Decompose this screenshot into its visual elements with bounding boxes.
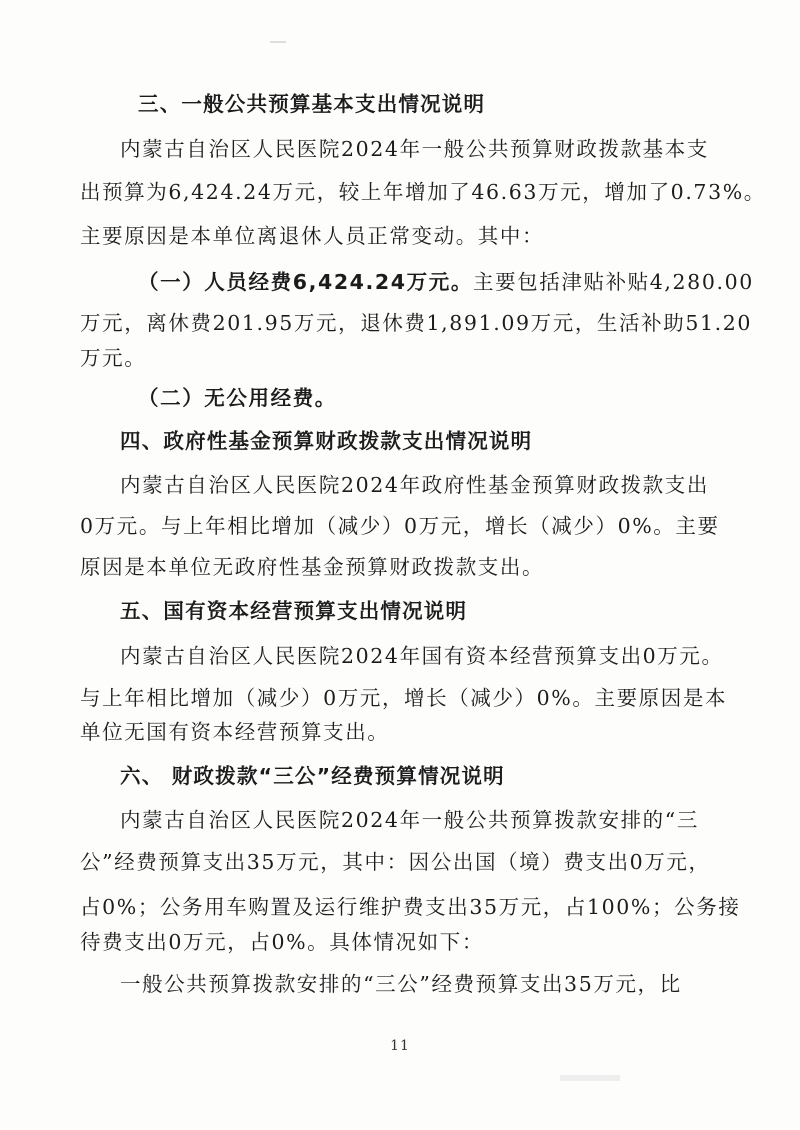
section-5-line-1: 内蒙古自治区人民医院2024年国有资本经营预算支出0万元。 [120,644,724,668]
section-3-heading: 三、一般公共预算基本支出情况说明 [138,92,486,116]
section-5-line-3: 单位无国有资本经营预算支出。 [80,720,390,744]
section-6-line-4: 待费支出0万元，占0%。具体情况如下： [80,930,484,954]
section-5-line-2: 与上年相比增加（减少）0万元，增长（减少）0%。主要原因是本 [80,686,728,710]
section-3-line-1: 内蒙古自治区人民医院2024年一般公共预算财政拨款基本支 [120,137,709,161]
scan-speck [270,41,286,43]
section-3-line-2: 出预算为6,424.24万元，较上年增加了46.63万元，增加了0.73%。 [80,180,766,204]
public-expense-item: （二）无公用经费。 [138,386,337,410]
section-6-line-3: 占0%；公务用车购置及运行维护费支出35万元，占100%；公务接 [80,895,741,919]
section-4-heading: 四、政府性基金预算财政拨款支出情况说明 [120,429,533,453]
page-number: 11 [390,1038,410,1054]
personnel-expense-line-2: 万元，离休费201.95万元，退休费1,891.09万元，生活补助51.20 [80,311,753,335]
section-4-line-1: 内蒙古自治区人民医院2024年政府性基金预算财政拨款支出 [120,473,709,497]
personnel-expense-label: （一）人员经费6,424.24万元。 [138,270,473,294]
section-6-line-5: 一般公共预算拨款安排的“三公”经费预算支出35万元，比 [120,972,682,996]
section-4-line-3: 原因是本单位无政府性基金预算财政拨款支出。 [80,555,545,579]
section-6-line-2: 公”经费预算支出35万元，其中：因公出国（境）费支出0万元， [80,850,711,874]
scan-speck [560,1075,620,1081]
section-3-line-3: 主要原因是本单位离退休人员正常变动。其中： [80,224,545,248]
personnel-expense-line-3: 万元。 [80,346,147,370]
section-6-line-1: 内蒙古自治区人民医院2024年一般公共预算拨款安排的“三 [120,808,699,832]
personnel-expense-line [138,268,754,296]
section-4-line-2: 0万元。与上年相比增加（减少）0万元，增长（减少）0%。主要 [80,514,720,538]
personnel-expense-text: 主要包括津贴补贴4,280.00 [472,270,754,294]
section-6-heading: 六、 财政拨款“三公”经费预算情况说明 [120,764,505,788]
section-5-heading: 五、国有资本经营预算支出情况说明 [120,599,468,623]
